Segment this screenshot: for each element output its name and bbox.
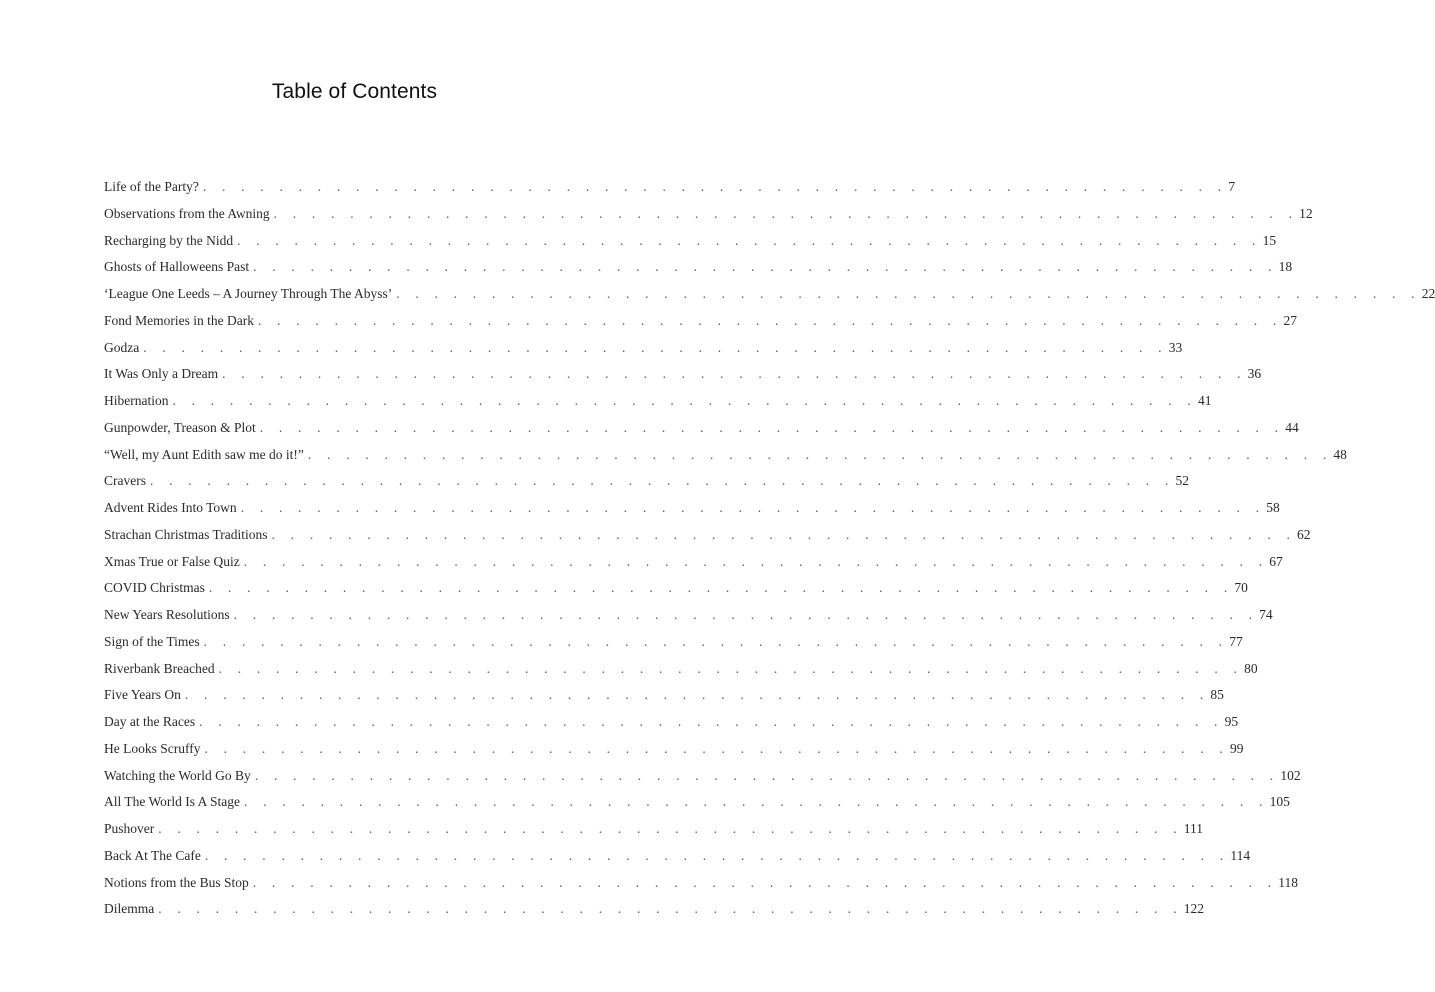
toc-entry[interactable]	[104, 575, 1248, 602]
toc-entry[interactable]	[104, 656, 1258, 683]
toc-entry[interactable]	[104, 228, 1277, 255]
toc-entry[interactable]	[104, 442, 1347, 469]
toc-leader-dots: . . . . . . . . . . . . . . . . . . . . . . . . . . . . . . . . . . . . . . . . . . . . . . . . . . . . . .	[252, 874, 1278, 890]
toc-page-number: 102	[1280, 767, 1301, 783]
toc-leader-dots: . . . . . . . . . . . . . . . . . . . . . . . . . . . . . . . . . . . . . . . . . . . . . . . . . . . . . .	[233, 607, 1259, 622]
toc-entry-title: Dilemma	[104, 901, 155, 917]
toc-entry-title: Five Years On	[104, 687, 181, 703]
toc-entry[interactable]	[104, 415, 1299, 442]
toc-page-number: 74	[1259, 607, 1273, 622]
toc-entry[interactable]	[104, 816, 1204, 843]
toc-entry-title: Back At The Cafe	[104, 847, 201, 863]
toc-entry[interactable]	[104, 870, 1299, 897]
toc-entry-title: Sign of the Times	[104, 633, 200, 649]
toc-page-number: 118	[1278, 874, 1299, 890]
toc-entry-title: Watching the World Go By	[104, 767, 251, 783]
toc-entry-title: He Looks Scruffy	[104, 740, 201, 756]
toc-entry-title: Pushover	[104, 821, 155, 836]
toc-page-number: 111	[1183, 821, 1204, 836]
toc-page-number: 58	[1266, 500, 1280, 515]
toc-page-number: 12	[1299, 205, 1313, 221]
toc-entry[interactable]	[104, 308, 1298, 335]
toc-leader-dots: . . . . . . . . . . . . . . . . . . . . . . . . . . . . . . . . . . . . . . . . . . . . . . . . . . . . . .	[257, 312, 1283, 328]
toc-entry-title: New Years Resolutions	[104, 607, 230, 622]
toc-leader-dots: . . . . . . . . . . . . . . . . . . . . . . . . . . . . . . . . . . . . . . . . . . . . . . . . . . . . . .	[158, 821, 1183, 836]
toc-entry[interactable]	[104, 281, 1435, 308]
toc-page-number: 22	[1421, 286, 1435, 301]
toc-page-number: 67	[1269, 553, 1283, 569]
toc-entry-title: Advent Rides Into Town	[104, 500, 237, 515]
toc-page-number: 48	[1333, 446, 1347, 462]
toc-entry[interactable]	[104, 736, 1244, 763]
toc-leader-dots: . . . . . . . . . . . . . . . . . . . . . . . . . . . . . . . . . . . . . . . . . . . . . . . . . . . . . .	[218, 660, 1244, 676]
toc-page-number: 85	[1210, 687, 1224, 703]
toc-entry-title: ‘League One Leeds – A Journey Through The Abyss’	[104, 286, 393, 301]
toc-leader-dots: . . . . . . . . . . . . . . . . . . . . . . . . . . . . . . . . . . . . . . . . . . . . . . . . . . . . . .	[254, 767, 1280, 783]
toc-entry-title: Life of the Party?	[104, 179, 199, 194]
toc-entry-title: Cravers	[104, 473, 146, 489]
toc-entry[interactable]	[104, 201, 1313, 228]
toc-leader-dots: . . . . . . . . . . . . . . . . . . . . . . . . . . . . . . . . . . . . . . . . . . . . . . . . . . . . . .	[237, 232, 1262, 248]
toc-entry[interactable]	[104, 682, 1224, 709]
toc-entry[interactable]	[104, 495, 1280, 522]
toc-leader-dots: . . . . . . . . . . . . . . . . . . . . . . . . . . . . . . . . . . . . . . . . . . . . . . . . . . . . . .	[184, 687, 1210, 703]
toc-page-number: 95	[1224, 714, 1239, 729]
toc-entry-title: Riverbank Breached	[104, 660, 215, 676]
toc-entry-title: Godza	[104, 339, 140, 355]
toc-entry[interactable]	[104, 549, 1283, 576]
toc-page-number: 62	[1297, 526, 1311, 542]
toc-page-number: 33	[1168, 339, 1183, 355]
toc-page-number: 18	[1278, 259, 1293, 275]
toc-entry[interactable]	[104, 789, 1290, 816]
toc-entry-title: “Well, my Aunt Edith saw me do it!”	[104, 446, 304, 462]
toc-leader-dots: . . . . . . . . . . . . . . . . . . . . . . . . . . . . . . . . . . . . . . . . . . . . . . . . . . . . . .	[203, 633, 1229, 649]
toc-entry[interactable]	[104, 709, 1239, 736]
toc-entry[interactable]	[104, 174, 1236, 201]
toc-page-number: 52	[1175, 473, 1190, 489]
toc-page-number: 27	[1283, 312, 1298, 328]
toc-leader-dots: . . . . . . . . . . . . . . . . . . . . . . . . . . . . . . . . . . . . . . . . . . . . . . . . . . . . . .	[259, 419, 1285, 435]
toc-leader-dots: . . . . . . . . . . . . . . . . . . . . . . . . . . . . . . . . . . . . . . . . . . . . . . . . . . . . . .	[307, 446, 1333, 462]
toc-entry[interactable]	[104, 361, 1262, 388]
toc-entry[interactable]	[104, 522, 1311, 549]
toc-entry-title: COVID Christmas	[104, 580, 205, 596]
toc-entry[interactable]	[104, 388, 1212, 415]
toc-leader-dots: . . . . . . . . . . . . . . . . . . . . . . . . . . . . . . . . . . . . . . . . . . . . . . . . . . . . . .	[240, 500, 1266, 515]
toc-entry-title: It Was Only a Dream	[104, 366, 219, 382]
toc-page-number: 41	[1198, 393, 1212, 408]
toc-leader-dots: . . . . . . . . . . . . . . . . . . . . . . . . . . . . . . . . . . . . . . . . . . . . . . . . . . . . . .	[243, 553, 1269, 569]
page-title: Table of Contents	[271, 80, 438, 103]
toc-page-number: 122	[1183, 901, 1205, 917]
toc-leader-dots: . . . . . . . . . . . . . . . . . . . . . . . . . . . . . . . . . . . . . . . . . . . . . . . . . . . . . .	[143, 339, 1168, 355]
toc-entry-title: Day at the Races	[104, 714, 196, 729]
toc-leader-dots: . . . . . . . . . . . . . . . . . . . . . . . . . . . . . . . . . . . . . . . . . . . . . . . . . . . . . .	[204, 847, 1230, 863]
toc-leader-dots: . . . . . . . . . . . . . . . . . . . . . . . . . . . . . . . . . . . . . . . . . . . . . . . . . . . . . .	[271, 526, 1297, 542]
toc-entry-title: Fond Memories in the Dark	[104, 312, 254, 328]
toc-entry-title: Observations from the Awning	[104, 205, 270, 221]
toc-entry[interactable]	[104, 763, 1301, 790]
toc-page-number: 105	[1269, 794, 1290, 810]
toc-entry-title: Recharging by the Nidd	[104, 232, 234, 248]
toc-entry-title: All The World Is A Stage	[104, 794, 241, 810]
toc-leader-dots: . . . . . . . . . . . . . . . . . . . . . . . . . . . . . . . . . . . . . . . . . . . . . . . . . . . . . .	[158, 901, 1183, 917]
toc-page-number: 114	[1230, 847, 1251, 863]
toc-page-number: 7	[1228, 179, 1236, 194]
toc-leader-dots: . . . . . . . . . . . . . . . . . . . . . . . . . . . . . . . . . . . . . . . . . . . . . . . . . . . . . .	[253, 259, 1278, 275]
toc-entry[interactable]	[104, 843, 1251, 870]
toc-entry-title: Xmas True or False Quiz	[104, 553, 240, 569]
toc-entry-title: Strachan Christmas Traditions	[104, 526, 268, 542]
toc-page-number: 36	[1247, 366, 1262, 382]
toc-entry[interactable]	[104, 602, 1273, 629]
toc-leader-dots: . . . . . . . . . . . . . . . . . . . . . . . . . . . . . . . . . . . . . . . . . . . . . . . . . . . . . .	[202, 179, 1228, 194]
toc-entry-title: Gunpowder, Treason & Plot	[104, 419, 256, 435]
toc-leader-dots: . . . . . . . . . . . . . . . . . . . . . . . . . . . . . . . . . . . . . . . . . . . . . . . . . . . . . .	[273, 205, 1299, 221]
toc-entry[interactable]	[104, 254, 1293, 281]
toc-leader-dots: . . . . . . . . . . . . . . . . . . . . . . . . . . . . . . . . . . . . . . . . . . . . . . . . . . . . . .	[149, 473, 1175, 489]
toc-entry-title: Hibernation	[104, 393, 169, 408]
toc-entry[interactable]	[104, 468, 1190, 495]
toc-entry-title: Notions from the Bus Stop	[104, 874, 249, 890]
toc-leader-dots: . . . . . . . . . . . . . . . . . . . . . . . . . . . . . . . . . . . . . . . . . . . . . . . . . . . . . .	[204, 740, 1230, 756]
toc-leader-dots: . . . . . . . . . . . . . . . . . . . . . . . . . . . . . . . . . . . . . . . . . . . . . . . . . . . . . .	[172, 393, 1198, 408]
toc-entry[interactable]	[104, 896, 1205, 923]
toc-page-number: 99	[1230, 740, 1244, 756]
toc-leader-dots: . . . . . . . . . . . . . . . . . . . . . . . . . . . . . . . . . . . . . . . . . . . . . . . . . . . . . .	[199, 714, 1224, 729]
toc-page-number: 15	[1262, 232, 1277, 248]
toc-entry-title: Ghosts of Halloweens Past	[104, 259, 250, 275]
toc-leader-dots: . . . . . . . . . . . . . . . . . . . . . . . . . . . . . . . . . . . . . . . . . . . . . . . . . . . . . .	[396, 286, 1421, 301]
toc-entry[interactable]	[104, 335, 1183, 362]
toc-page-number: 44	[1285, 419, 1299, 435]
toc-leader-dots: . . . . . . . . . . . . . . . . . . . . . . . . . . . . . . . . . . . . . . . . . . . . . . . . . . . . . .	[222, 366, 1247, 382]
toc-leader-dots: . . . . . . . . . . . . . . . . . . . . . . . . . . . . . . . . . . . . . . . . . . . . . . . . . . . . . .	[208, 580, 1234, 596]
toc-page-number: 80	[1244, 660, 1258, 676]
toc-entry[interactable]	[104, 629, 1243, 656]
toc-page-number: 70	[1234, 580, 1248, 596]
toc-page-number: 77	[1229, 633, 1243, 649]
table-of-contents	[104, 174, 1435, 923]
toc-leader-dots: . . . . . . . . . . . . . . . . . . . . . . . . . . . . . . . . . . . . . . . . . . . . . . . . . . . . . .	[244, 794, 1269, 810]
